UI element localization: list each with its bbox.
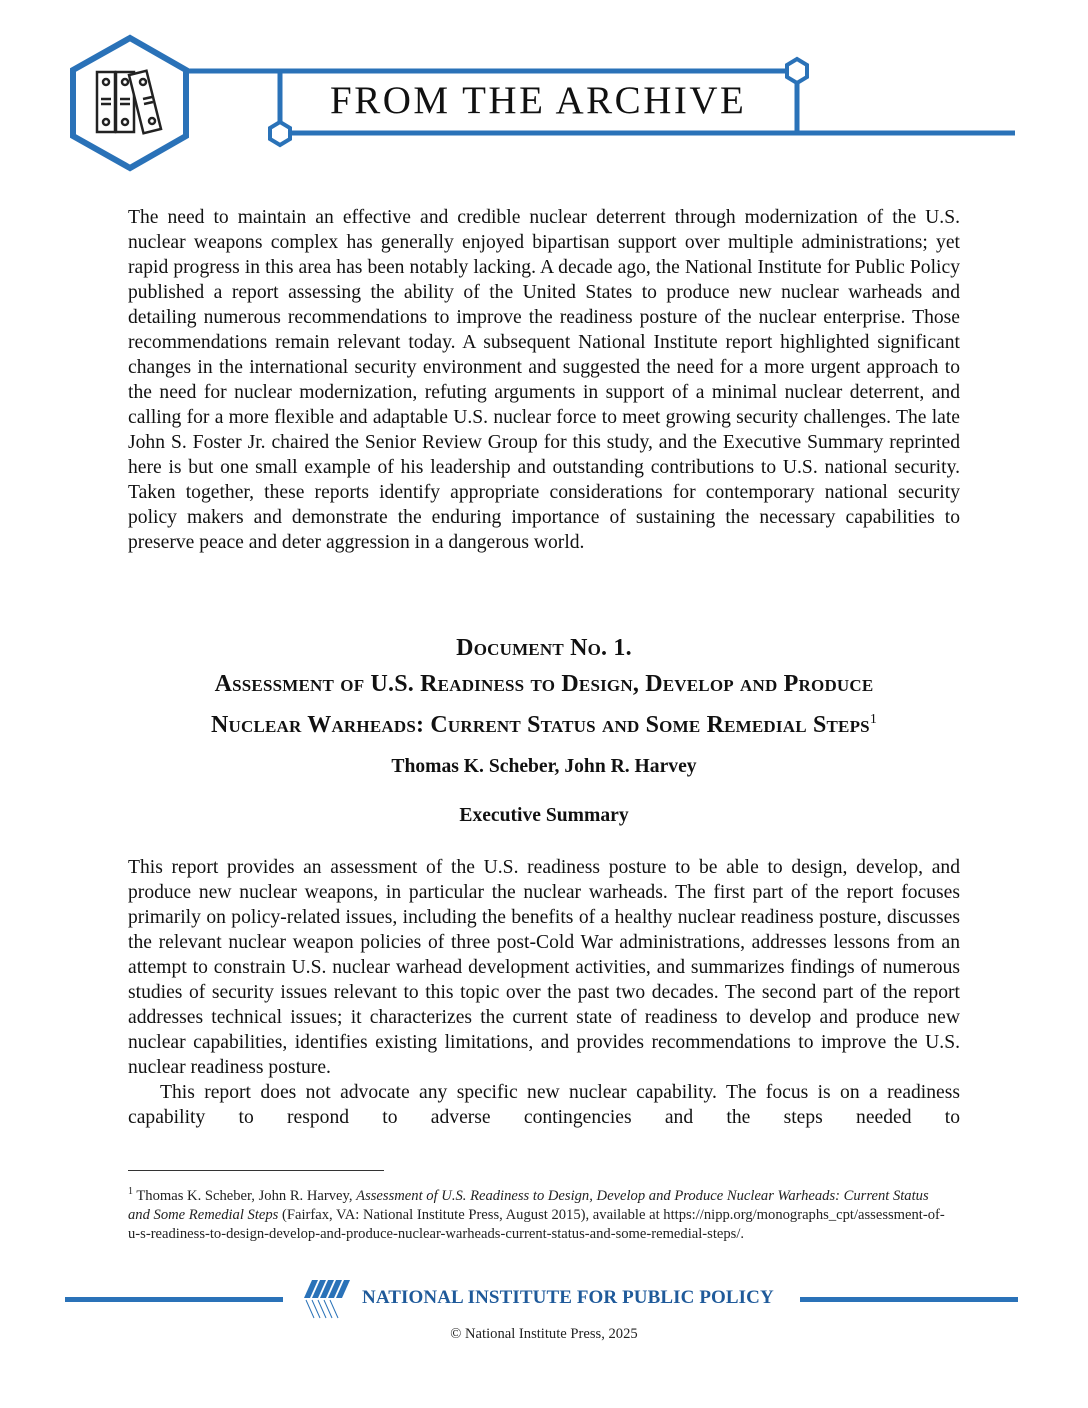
footnote-url[interactable]: https://nipp.org/monographs_cpt/assessment-of-u-s-readiness-to-design-develop-and-produce-nuclear-warheads-current-status-and-some-remedial-steps/. (128, 1206, 945, 1242)
section-heading: Executive Summary (459, 805, 629, 826)
copyright: © National Institute Press, 2025 (450, 1326, 638, 1342)
summary-paragraph-1: This report provides an assessment of the U.S. readiness posture to be able to design, develop, and produce new nuclear weapons, in particular the nuclear warheads. The first part of the report focuses primarily on policy-related issues, including the benefits of a healthy nuclear readiness posture, discusses the relevant nuclear weapon policies of three post-Cold War administrations, addresses lessons from an attempt to constrain U.S. nuclear warhead development activities, and summarizes findings of numerous studies of security issues relevant to this topic over the past two decades. The second part of the report addresses technical issues; it characterizes the current state of readiness to develop and produce new nuclear capabilities, identifies existing limitations, and provides recommendations to improve the U.S. nuclear readiness posture. (128, 857, 960, 1078)
intro-section (128, 205, 960, 555)
footnote-reference[interactable]: 1 (869, 712, 878, 727)
document-title-line-2 (128, 702, 960, 743)
footer-rule-left (65, 1297, 283, 1302)
organization-name: NATIONAL INSTITUTE FOR PUBLIC POLICY (362, 1287, 774, 1308)
small-hexagon-left-icon (270, 122, 290, 145)
footnote-number: 1 (128, 1186, 133, 1197)
footnote-authors: Thomas K. Scheber, John R. Harvey, (133, 1187, 357, 1204)
footer-rule-right (800, 1297, 1018, 1302)
section-title: FROM THE ARCHIVE (330, 79, 747, 122)
footnote-publication: (Fairfax, VA: National Institute Press, August 2015), available at (278, 1206, 664, 1223)
document-number: Document No. 1. (456, 635, 632, 661)
authors: Thomas K. Scheber, John R. Harvey (391, 756, 697, 777)
archive-header (0, 0, 1088, 190)
document-title-line-2-text: Nuclear Warheads: Current Status and Some Remedial Steps (210, 712, 870, 738)
executive-summary (128, 855, 960, 1130)
small-hexagon-right-icon (787, 59, 807, 83)
footnote-divider (128, 1170, 384, 1171)
footnote-title: Assessment of U.S. Readiness to Design, Develop and Produce Nuclear Warheads: Current Status and Some Remedial Steps (128, 1187, 929, 1223)
nipp-logo-icon (302, 1278, 354, 1325)
document-title-line-1: Assessment of U.S. Readiness to Design, Develop and Produce (214, 671, 874, 697)
intro-paragraph: The need to maintain an effective and credible nuclear deterrent through modernization of the U.S. nuclear weapons complex has generally enjoyed bipartisan support over multiple administrations; yet rapid progress in this area has been notably lacking. A decade ago, the National Institute for Public Policy published a report assessing the ability of the United States to produce new nuclear warheads and detailing numerous recommendations to improve the readiness posture of the nuclear enterprise. Those recommendations remain relevant today. A subsequent National Institute report highlighted significant changes in the international security environment and suggested the need for a more urgent approach to the need for nuclear modernization, refuting arguments in support of a minimal nuclear deterrent, and calling for a more flexible and adaptable U.S. nuclear force to meet growing security challenges. The late John S. Foster Jr. chaired the Senior Review Group for this study, and the Executive Summary reprinted here is but one small example of his leadership and outstanding contributions to U.S. national security. Taken together, these reports identify appropriate considerations for contemporary national security policy makers and demonstrate the enduring importance of sustaining the necessary capabilities to preserve peace and deter aggression in a dangerous world. (128, 207, 960, 553)
summary-paragraph-2: This report does not advocate any specific new nuclear capability. The focus is on a readiness capability to respond to adverse contingencies and the steps needed to (128, 1082, 960, 1128)
footnote (128, 1182, 948, 1244)
document-heading (128, 630, 960, 743)
